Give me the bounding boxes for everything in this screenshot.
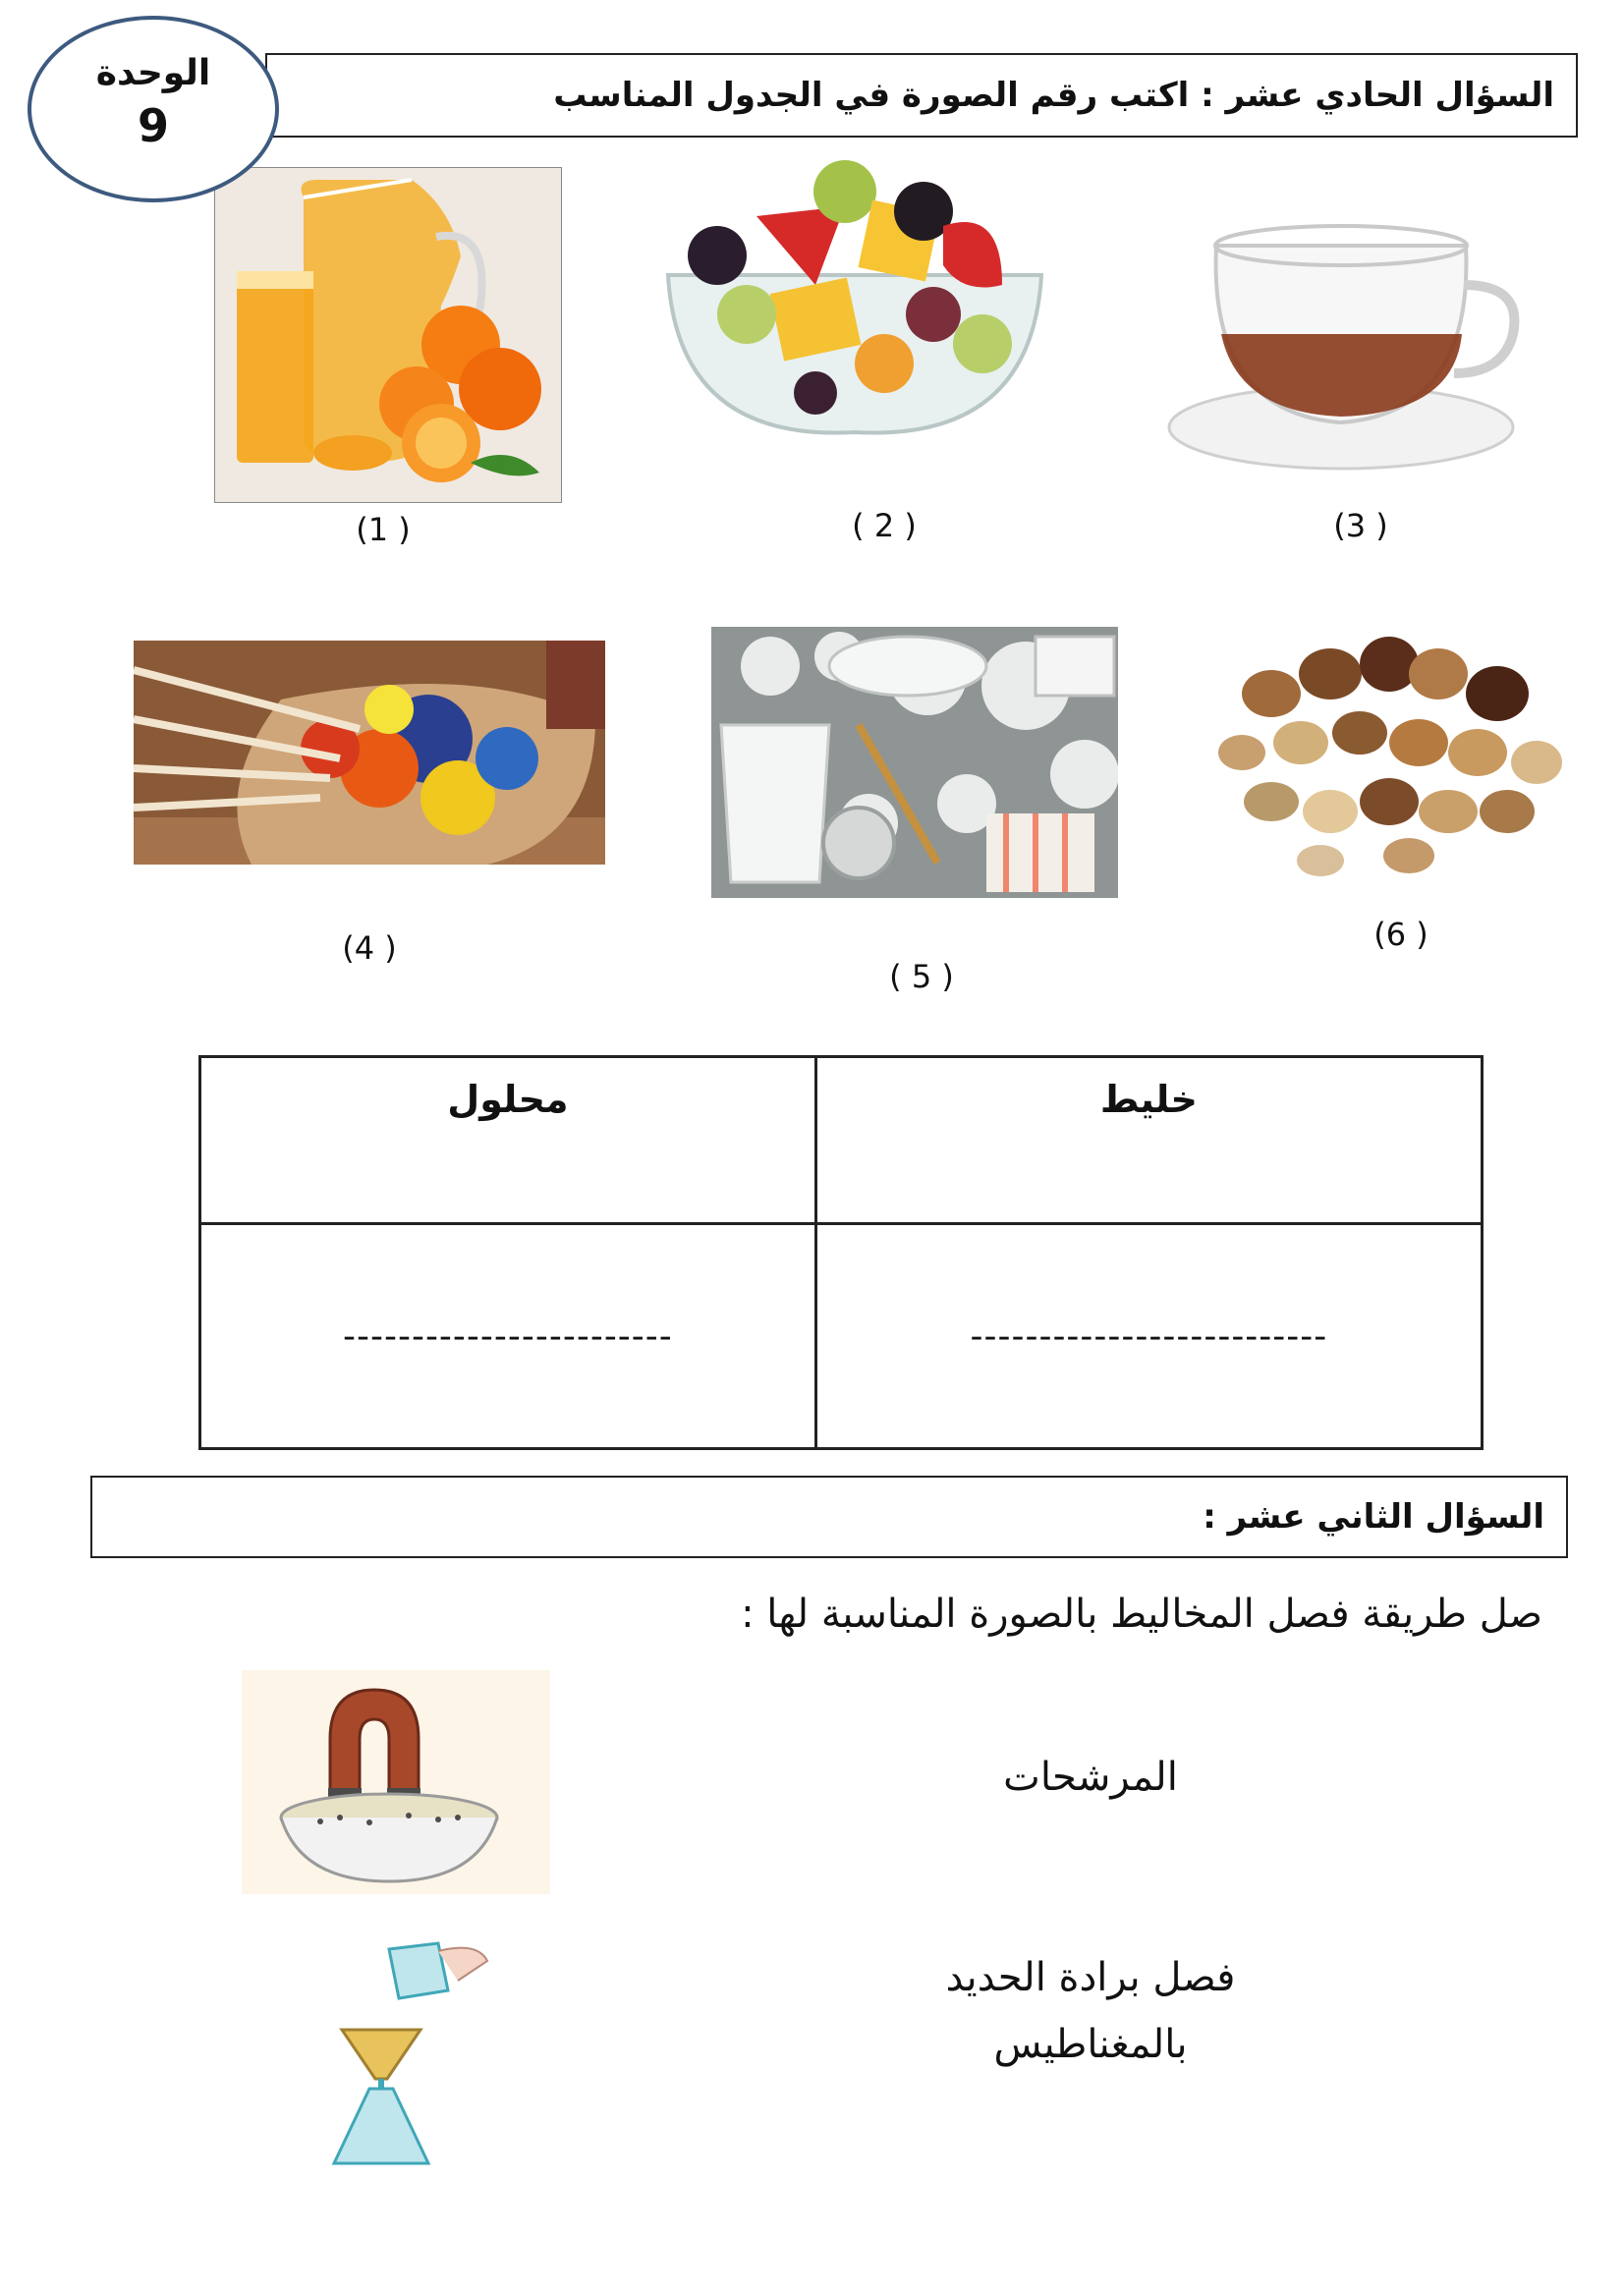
fruit-salad-image bbox=[648, 147, 1061, 462]
unit-badge bbox=[28, 16, 279, 202]
tea-cup-image bbox=[1159, 216, 1533, 491]
solution-answer-blank[interactable]: ------------------------ bbox=[200, 1224, 816, 1449]
image-5-caption: ( 5 ) bbox=[889, 958, 954, 995]
mixture-header: خليط bbox=[815, 1057, 1482, 1224]
filter-funnel-flask-image bbox=[330, 1941, 497, 2177]
image-3-caption: (3 ) bbox=[1333, 507, 1388, 544]
solution-header: محلول bbox=[200, 1057, 816, 1224]
question-11-title-box bbox=[265, 53, 1578, 138]
image-6-caption: (6 ) bbox=[1373, 916, 1428, 953]
orange-juice-image bbox=[214, 167, 562, 503]
question-12-title-box bbox=[90, 1476, 1568, 1558]
image-4-caption: (4 ) bbox=[342, 929, 397, 967]
method-magnet-line2: بالمغناطيس bbox=[993, 2022, 1188, 2067]
mixture-answer-blank[interactable]: -------------------------- bbox=[815, 1224, 1482, 1449]
question-12-instruction: صل طريقة فصل المخاليط بالصورة المناسبة لها : bbox=[741, 1592, 1542, 1637]
method-filters: المرشحات bbox=[1003, 1755, 1178, 1800]
method-magnet-line1: فصل برادة الحديد bbox=[945, 1955, 1236, 2000]
question-12-title: السؤال الثاني عشر : bbox=[1203, 1497, 1544, 1537]
unit-label: الوحدة bbox=[95, 53, 211, 93]
image-2-caption: ( 2 ) bbox=[852, 507, 917, 544]
question-11-title: السؤال الحادي عشر : اكتب رقم الصورة في الجدول المناسب bbox=[553, 76, 1554, 115]
image-1-caption: (1 ) bbox=[356, 511, 411, 548]
paint-palette-image bbox=[134, 641, 605, 865]
unit-number: 9 bbox=[137, 99, 169, 152]
dish-soap-water-image bbox=[711, 627, 1118, 898]
magnet-iron-filings-image bbox=[242, 1670, 550, 1894]
mixed-nuts-image bbox=[1212, 635, 1570, 882]
mixture-solution-table bbox=[198, 1055, 1484, 1450]
